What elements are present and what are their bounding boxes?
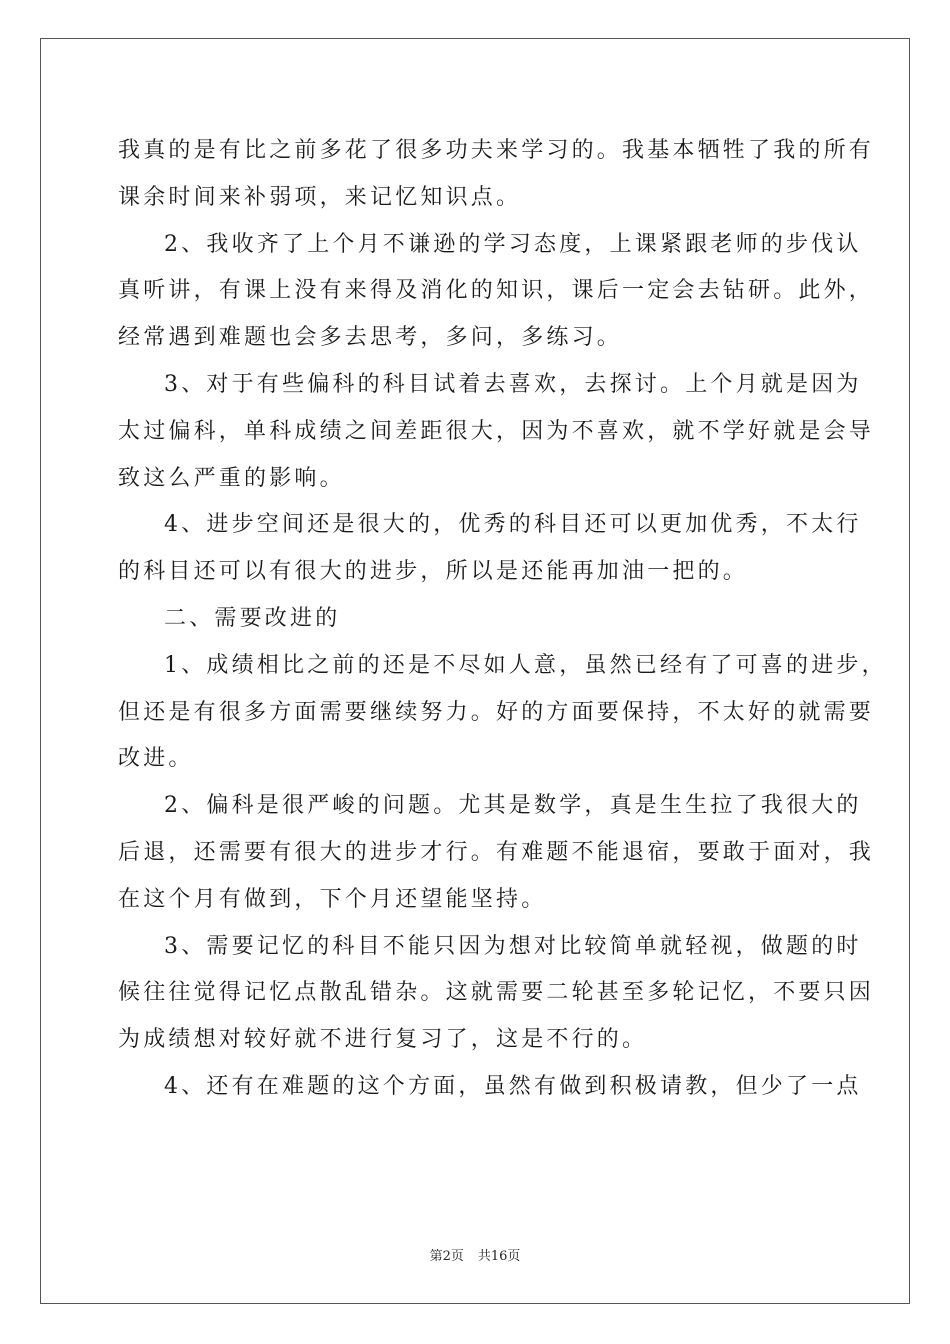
paragraph-start: 4、进步空间还是很大的，优秀的科目还可以更加优秀，不太行 <box>164 512 862 538</box>
page-total: 共16页 <box>477 1249 521 1264</box>
page-number: 第2页 <box>429 1249 464 1264</box>
section-heading: 二、需要改进的 <box>164 605 341 631</box>
text-line: 在这个月有做到，下个月还望能坚持。 <box>118 886 547 912</box>
text-line: 但还是有很多方面需要继续努力。好的方面要保持，不太好的就需要 <box>118 699 875 725</box>
paragraph-start: 2、我收齐了上个月不谦逊的学习态度，上课紧跟老师的步伐认 <box>164 231 862 257</box>
text-line: 为成绩想对较好就不进行复习了，这是不行的。 <box>118 1027 648 1053</box>
text-line: 后退，还需要有很大的进步才行。有难题不能退宿，要敢于面对，我 <box>118 839 875 865</box>
page-footer <box>0 1245 950 1264</box>
paragraph-start: 4、还有在难题的这个方面，虽然有做到积极请教，但少了一点 <box>164 1073 862 1099</box>
text-line: 太过偏科，单科成绩之间差距很大，因为不喜欢，就不学好就是会导 <box>118 418 875 444</box>
text-line: 致这么严重的影响。 <box>118 465 345 491</box>
paragraph-start: 3、对于有些偏科的科目试着去喜欢，去探讨。上个月就是因为 <box>164 371 862 397</box>
paragraph-start: 2、偏科是很严峻的问题。尤其是数学，真是生生拉了我很大的 <box>164 793 862 819</box>
text-line: 真听讲，有课上没有来得及消化的知识，课后一定会去钻研。此外， <box>118 278 875 304</box>
document-body <box>118 128 887 1111</box>
paragraph-start: 1、成绩相比之前的还是不尽如人意，虽然已经有了可喜的进步， <box>164 652 887 678</box>
text-line: 经常遇到难题也会多去思考，多问，多练习。 <box>118 325 623 351</box>
paragraph-start: 3、需要记忆的科目不能只因为想对比较简单就轻视，做题的时 <box>164 933 862 959</box>
text-line: 我真的是有比之前多花了很多功夫来学习的。我基本牺牲了我的所有 <box>118 138 875 163</box>
text-line: 的科目还可以有很大的进步，所以是还能再加油一把的。 <box>118 559 749 585</box>
text-line: 课余时间来补弱项，来记忆知识点。 <box>118 184 522 210</box>
text-line: 改进。 <box>118 746 194 772</box>
text-line: 候往往觉得记忆点散乱错杂。这就需要二轮甚至多轮记忆，不要只因 <box>118 980 875 1006</box>
